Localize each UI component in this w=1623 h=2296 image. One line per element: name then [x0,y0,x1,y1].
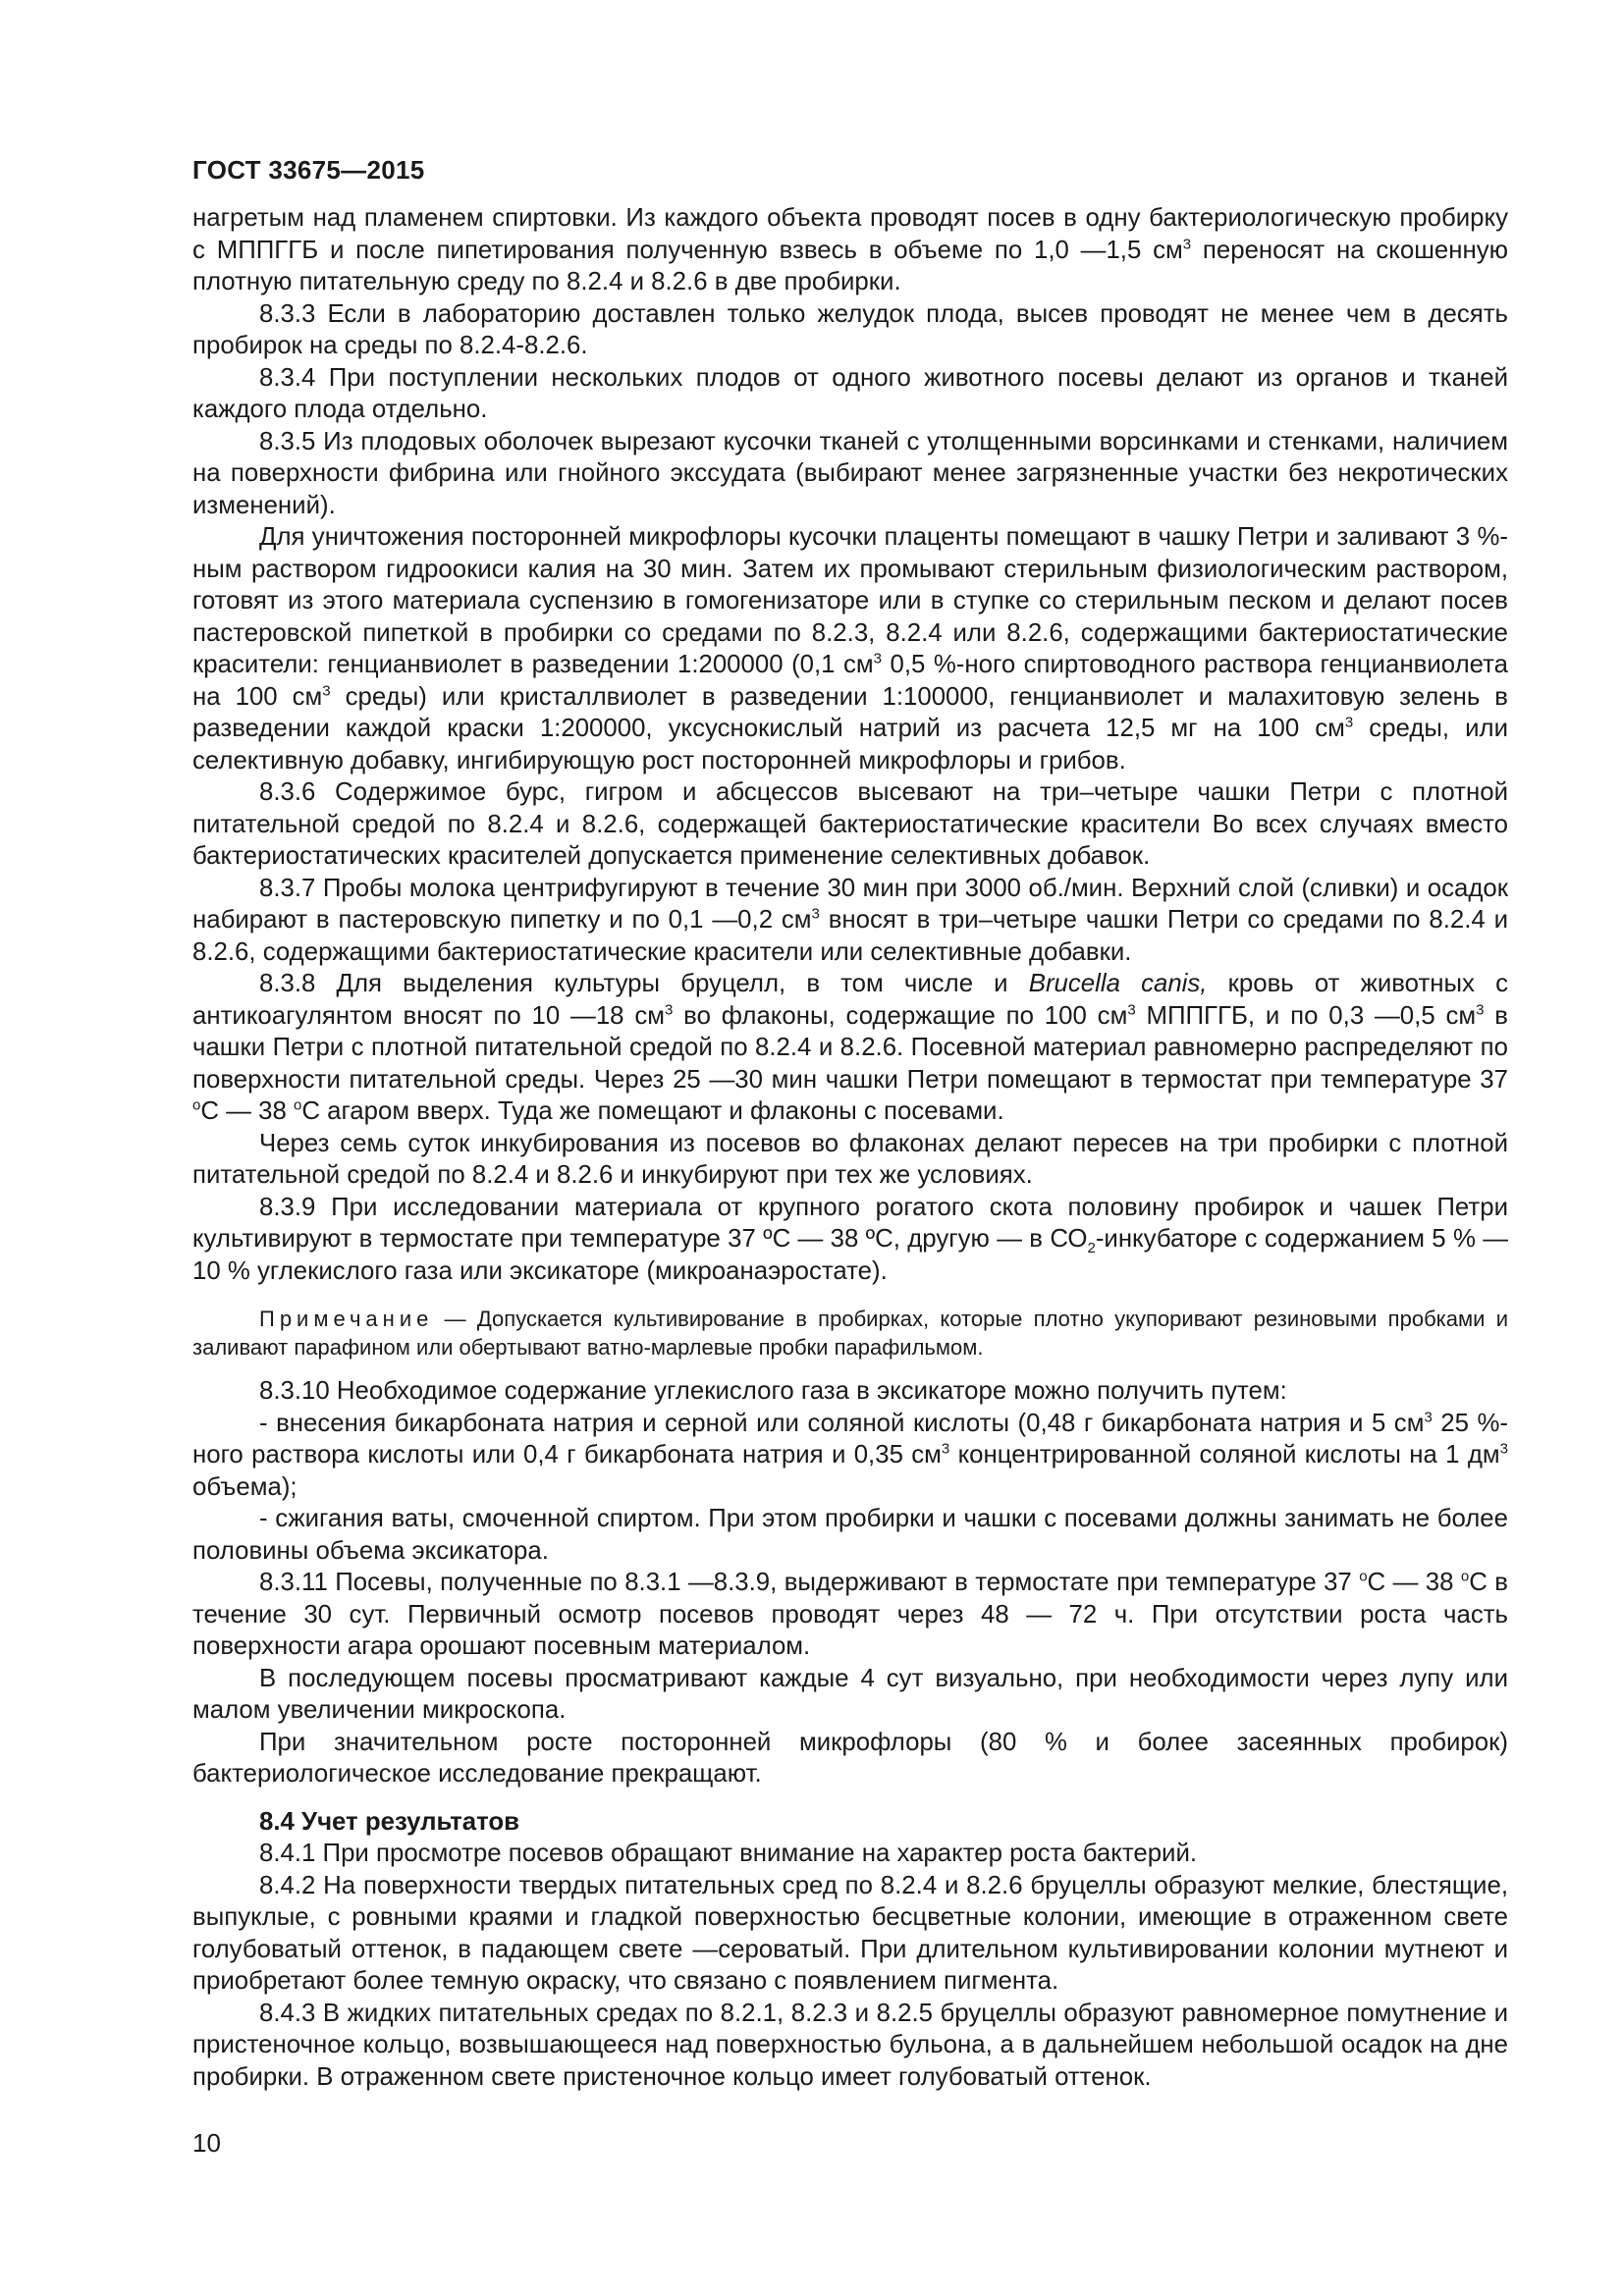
paragraph-8-3-11: 8.3.11 Посевы, полученные по 8.3.1 —8.3.9, выдерживают в термостате при температуре 37 $^o$С — 38 $^o$С в течение 30 сут. Первичный осмотр посевов проводят через 48 — 72 ч. При отсутствии роста часть поверхности агара орошают посевным материалом. [192,1568,1508,1660]
paragraph-incubation: Через семь суток инкубирования из посевов во флаконах делают пересев на три пробирки с плотной питательной средой по 8.2.4 и 8.2.6 и инкубируют при тех же условиях. [192,1129,1508,1189]
list-item-bicarbonate: - внесения бикарбоната натрия и серной или соляной кислоты (0,48 г бикарбоната натрия и 5 $см^3$ 25 %-ного раствора кислоты или 0,4 г бикарбоната натрия и 0,35 $см^3$ концентрированной соляной кислоты на 1 $дм^3$ объема); [192,1408,1509,1501]
paragraph-placenta-treatment: Для уничтожения посторонней микрофлоры кусочки плаценты помещают в чашку Петри и заливают 3 %-ным раствором гидроокиси калия на 30 мин. Затем их промывают стерильным физиологическим раствором, готовят из этого материала суспензию в гомогенизаторе или в ступке со стерильным песком и делают посев пастеровской пипеткой в пробирки со средами по 8.2.3, 8.2.4 или 8.2.6, содержащими бактериостатические красители: генцианвиолет в разведении 1:200000 (0,1 $см^3$ 0,5 %-ного спиртоводного раствора генцианвиолета на 100 $см^3$ среды) или кристаллвиолет в разведении 1:100000, генцианвиолет и малахитовую зелень в разведении каждой краски 1:200000, уксуснокислый натрий из расчета 12,5 мг на 100 $см^3$ среды, или селективную добавку, ингибирующую рост посторонней микрофлоры и грибов. [192,523,1508,774]
paragraph-8-3-8: 8.3.8 Для выделения культуры бруцелл, в том числе и Brucella canis, кровь от животных с антикоагулянтом вносят по 10 —18 $см^3$ во флаконы, содержащие по 100 $см^3$ МППГГБ, и по 0,3 —0,5 $см^3$ в чашки Петри с плотной питательной средой по 8.2.4 и 8.2.6. Посевной материал равномерно распределяют по поверхности питательной среды. Через 25 —30 мин чашки Петри помещают в термостат при температуре 37 $^o$С — 38 $^o$С агаром вверх. Туда же помещают и флаконы с посевами. [192,970,1509,1125]
paragraph-8-3-3: 8.3.3 Если в лабораторию доставлен только желудок плода, высев проводят не менее чем в десять пробирок на среды по 8.2.4-8.2.6. [192,299,1508,359]
paragraph-8-3-6: 8.3.6 Содержимое бурс, гигром и абсцессов высевают на три–четыре чашки Петри с плотной питательной средой по 8.2.4 и 8.2.6, содержащей бактериостатические красители Во всех случаях вместо бактериостатических красителей допускается применение селективных добавок. [192,778,1508,870]
paragraph-followup: В последующем посевы просматривают каждые 4 сут визуально, при необходимости через лупу или малом увеличении микроскопа. [192,1664,1508,1724]
note [192,1305,1508,1362]
note-text: — Допускается культивирование в пробирках, которые плотно укупоривают резиновыми пробками и заливают парафином или обертывают ватно-марлевые пробки парафильмом. [192,1307,1508,1360]
section-title-8-4: 8.4 Учет результатов [259,1807,520,1836]
paragraph-8-4-3: 8.4.3 В жидких питательных средах по 8.2.1, 8.2.3 и 8.2.5 бруцеллы образуют равномерное помутнение и пристеночное кольцо, возвышающееся над поверхностью бульона, а в дальнейшем небольшой осадок на дне пробирки. В отраженном свете пристеночное кольцо имеет голубоватый оттенок. [192,1999,1508,2091]
paragraph-termination: При значительном росте посторонней микрофлоры (80 % и более засеянных пробирок) бактериологическое исследование прекращают. [192,1728,1508,1788]
paragraph-8-4-2: 8.4.2 На поверхности твердых питательных сред по 8.2.4 и 8.2.6 бруцеллы образуют мелкие, блестящие, выпуклые, с ровными краями и гладкой поверхностью бесцветные колонии, имеющие в отраженном свете голубоватый оттенок, в падающем свете —сероватый. При длительном культивировании колонии мутнеют и приобретают более темную окраску, что связано с появлением пигмента. [192,1871,1508,1995]
paragraph-8-3-5: 8.3.5 Из плодовых оболочек вырезают кусочки тканей с утолщенными ворсинками и стенками, наличием на поверхности фибрина или гнойного экссудата (выбирают менее загрязненные участки без некротических изменений). [192,427,1508,519]
paragraph-8-3-7: 8.3.7 Пробы молока центрифугируют в течение 30 мин при 3000 об./мин. Верхний слой (сливки) и осадок набирают в пастеровскую пипетку и по 0,1 —0,2 $см^3$ вносят в три–четыре чашки Петри со средами по 8.2.4 и 8.2.6, содержащими бактериостатические красители или селективные добавки. [192,874,1508,966]
note-label: Примечание [259,1307,434,1331]
document-body [192,202,1508,2093]
paragraph-8-3-10: 8.3.10 Необходимое содержание углекислого газа в эксикаторе можно получить путем: [259,1377,1287,1405]
page-number: 10 [192,2128,221,2158]
document-header: ГОСТ 33675—2015 [192,155,425,185]
list-item-cotton-burning: - сжигания ваты, смоченной спиртом. При этом пробирки и чашки с посевами должны занимать не более половины объема эксикатора. [192,1505,1508,1565]
paragraph-8-3-4: 8.3.4 При поступлении нескольких плодов от одного животного посевы делают из органов и тканей каждого плода отдельно. [192,363,1508,423]
paragraph-continuation: нагретым над пламенем спиртовки. Из каждого объекта проводят посев в одну бактериологическую пробирку с МППГГБ и после пипетирования полученную взвесь в объеме по 1,0 —1,5 $см^3$ переносят на скошенную плотную питательную среду по 8.2.4 и 8.2.6 в две пробирки. [192,204,1508,295]
paragraph-8-3-9: 8.3.9 При исследовании материала от крупного рогатого скота половину пробирок и чашек Петри культивируют в термостате при температуре 37 ºС — 38 ºС, другую — в $СО_2$-инкубаторе с содержанием 5 % — 10 % углекислого газа или эксикаторе (микроанаэростате). [192,1193,1508,1285]
paragraph-8-4-1: 8.4.1 При просмотре посевов обращают внимание на характер роста бактерий. [259,1840,1198,1867]
